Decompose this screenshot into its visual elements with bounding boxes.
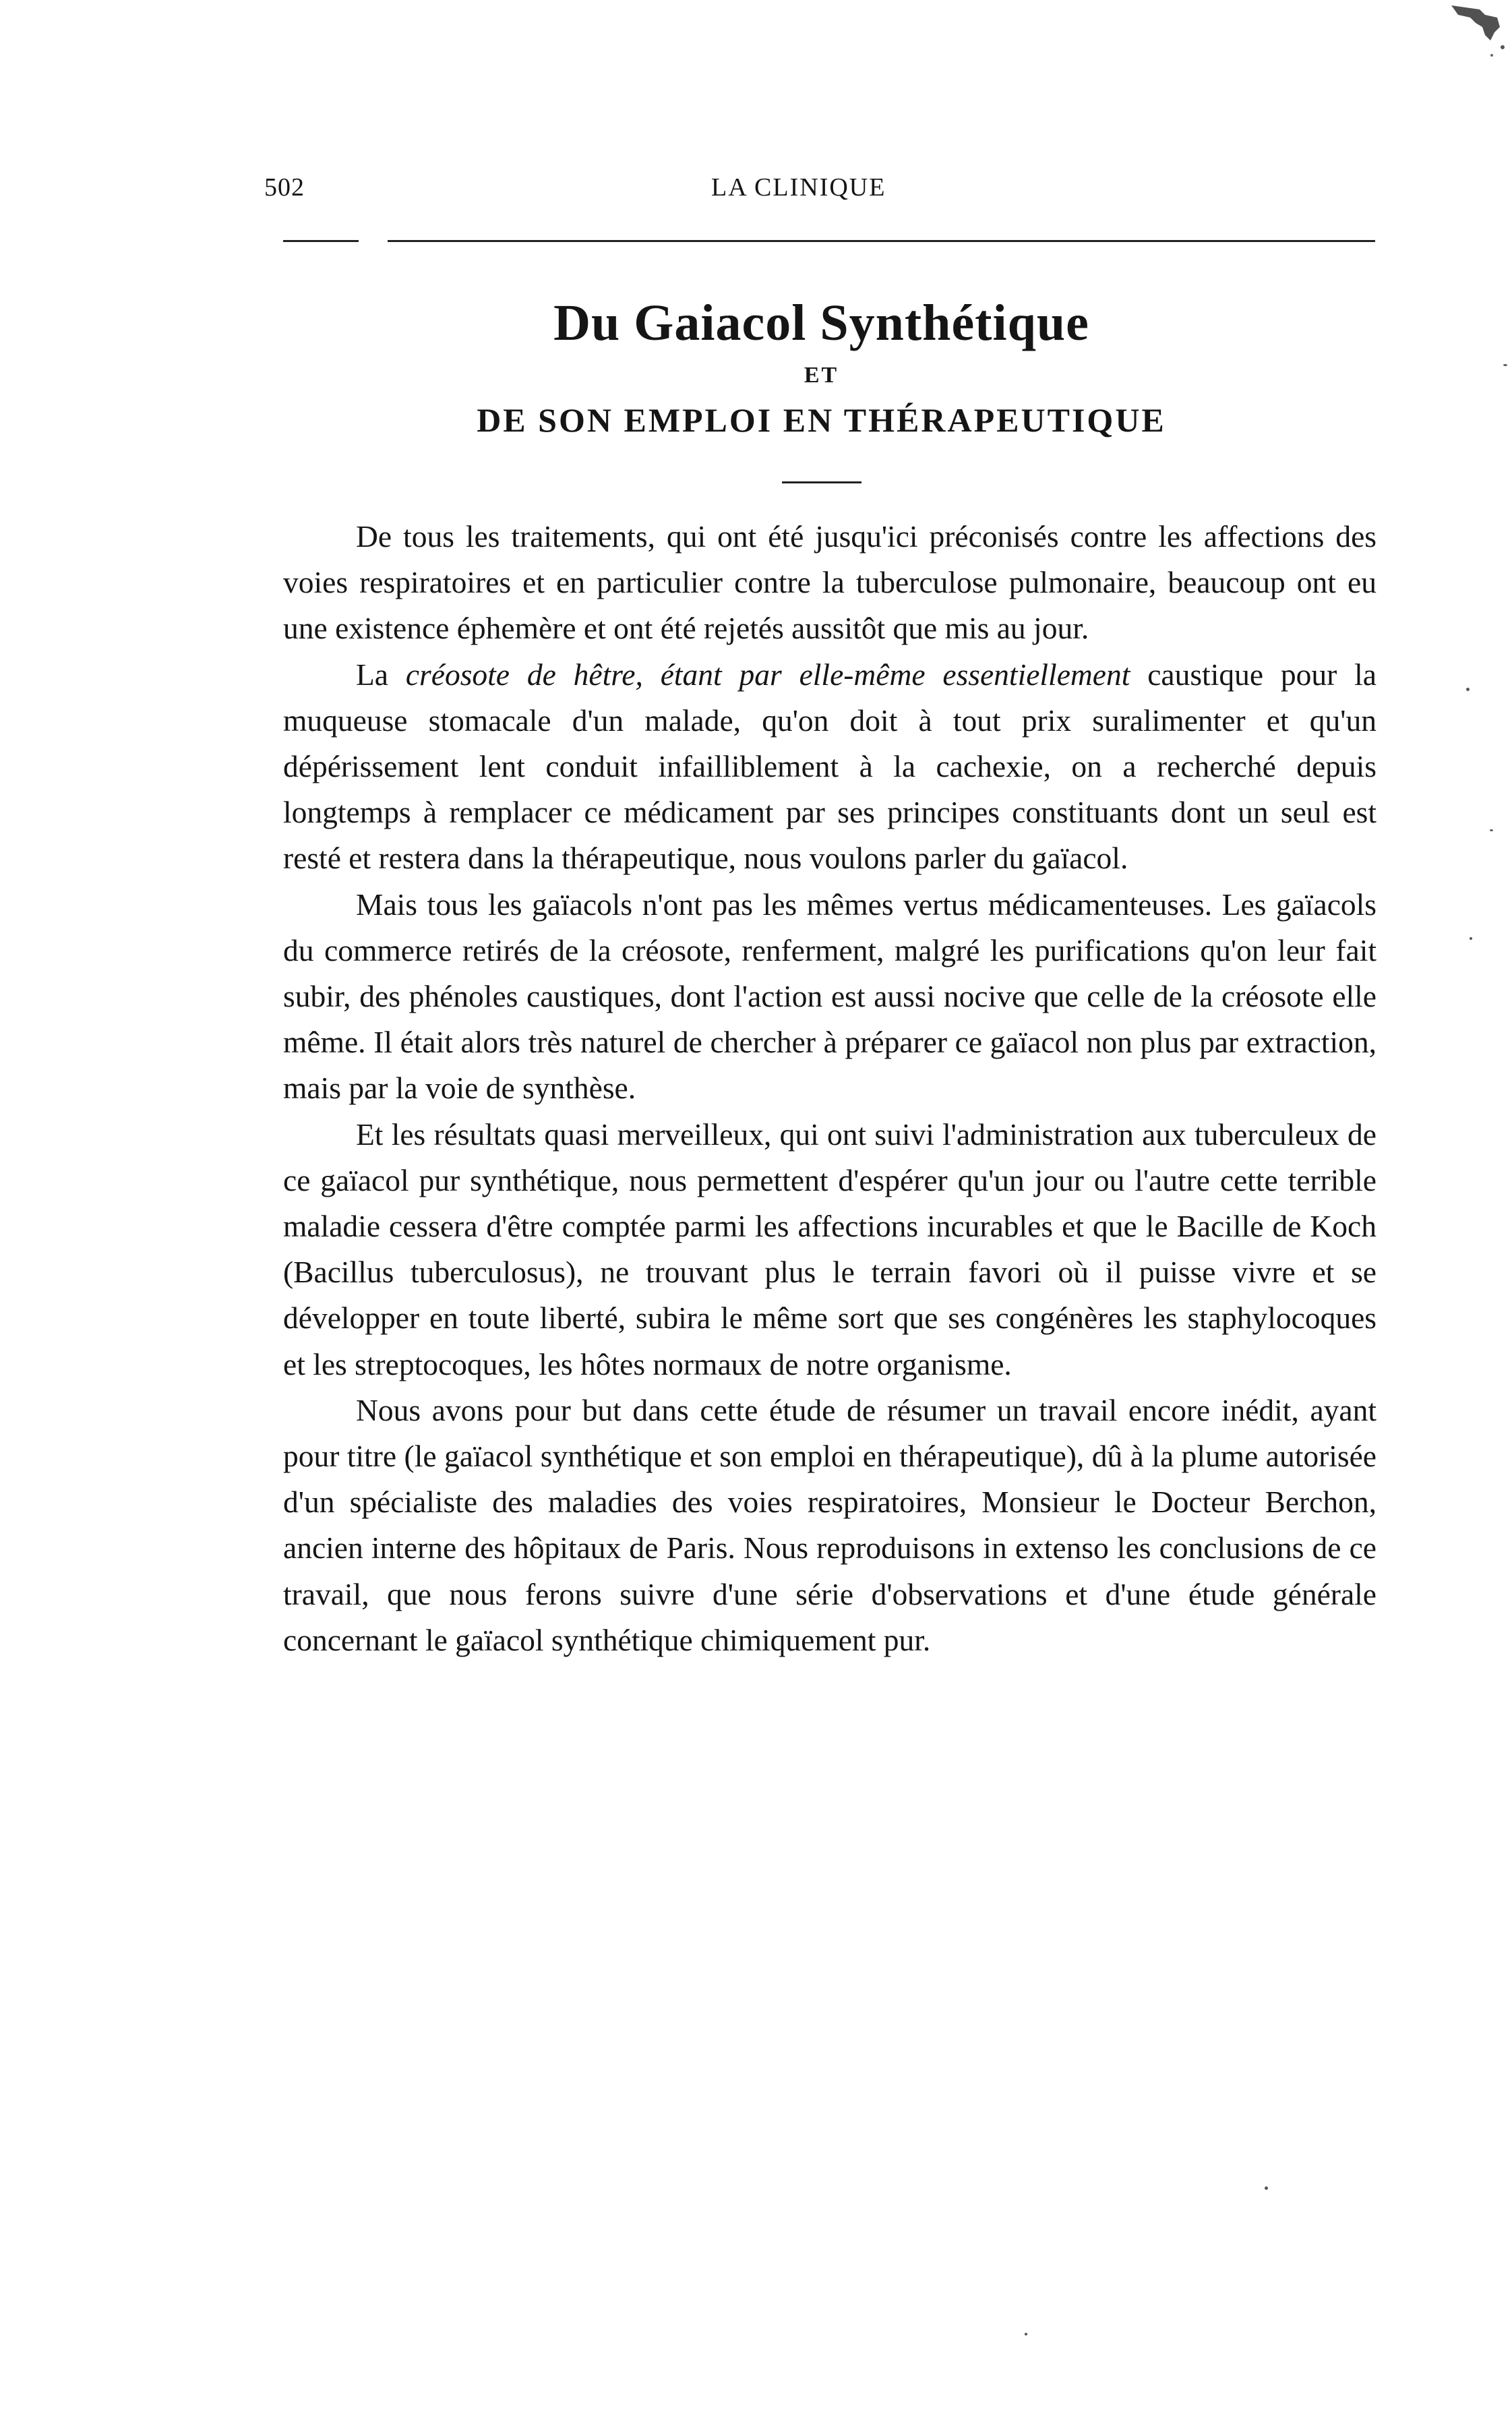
article-title-block bbox=[264, 295, 1379, 483]
scan-speck bbox=[1025, 2333, 1027, 2335]
scan-speck bbox=[1466, 688, 1470, 691]
scan-smudge-mark bbox=[1438, 0, 1512, 61]
article-title: Du Gaiacol Synthétique bbox=[553, 295, 1089, 351]
header-rule bbox=[388, 240, 1375, 242]
paragraph: Nous avons pour but dans cette étude de résumer un travail encore inédit, ayant pour titre (le gaïacol synthétique et son emploi en thérapeutique), dû à la plume autorisée d'un spécialiste des maladies des voies respiratoires, Monsieur le Docteur Berchon, ancien interne des hôpitaux de Paris. Nous reproduisons in extenso les conclusions de ce travail, que nous ferons suivre d'une série d'observations et d'une étude générale concernant le gaïacol synthétique chimiquement pur. bbox=[283, 1392, 1377, 1657]
paragraph-lead: La bbox=[356, 657, 406, 692]
paragraph: De tous les traitements, qui ont été jusqu'ici préconisés contre les affections des voies respiratoires et en particulier contre la tuberculose pulmonaire, beaucoup ont eu une existence éphemère et ont été rejetés aussitôt que mis au jour. bbox=[283, 519, 1377, 646]
paragraph-italic: créosote de hêtre, étant par elle-même essentiellement bbox=[405, 657, 1130, 692]
paragraph: Mais tous les gaïacols n'ont pas les mêmes vertus médicamenteuses. Les gaïacols du commerce retirés de la créosote, renferment, malgré les purifications qu'on leur fait subir, des phénoles caustiques, dont l'action est aussi nocive que celle de la créosote elle même. Il était alors très naturel de chercher à préparer ce gaïacol non plus par extraction, mais par la voie de synthèse. bbox=[283, 887, 1377, 1106]
running-title: LA CLINIQUE bbox=[711, 173, 886, 202]
paragraph bbox=[283, 652, 1377, 882]
paragraph-rest: caustique pour la muqueuse stomacale d'un malade, qu'on doit à tout prix suralimenter et qu'un dépérissement lent conduit infailliblement à la cachexie, on a recherché depuis longtemps à remplacer ce médicament par ses principes constituants dont un seul est resté et restera dans la thérapeutique, nous voulons parler du gaïacol. bbox=[283, 657, 1377, 876]
scan-speck bbox=[1490, 829, 1493, 831]
article-body bbox=[283, 514, 1377, 1663]
page-header bbox=[0, 173, 1512, 213]
title-rule bbox=[782, 481, 861, 483]
paragraph: Et les résultats quasi merveilleux, qui ont suivi l'administration aux tuberculeux de ce gaïacol pur synthétique, nous permettent d'espérer qu'un jour ou l'autre cette terrible maladie cessera d'être comptée parmi les affections incurables et que le Bacille de Koch (Bacillus tuberculosus), ne trouvant plus le terrain favori où il puisse vivre et se développer en toute liberté, subira le même sort que ses congénères les staphylocoques et les streptocoques, les hôtes normaux de notre organisme. bbox=[283, 1116, 1377, 1381]
scan-speck bbox=[1265, 2186, 1268, 2190]
page-number: 502 bbox=[264, 173, 305, 202]
scan-speck bbox=[1470, 937, 1472, 940]
article-subtitle: DE SON EMPLOI EN THÉRAPEUTIQUE bbox=[477, 400, 1166, 439]
title-conjunction: ET bbox=[804, 362, 839, 388]
header-rule bbox=[283, 240, 359, 242]
scan-speck bbox=[1503, 364, 1507, 366]
